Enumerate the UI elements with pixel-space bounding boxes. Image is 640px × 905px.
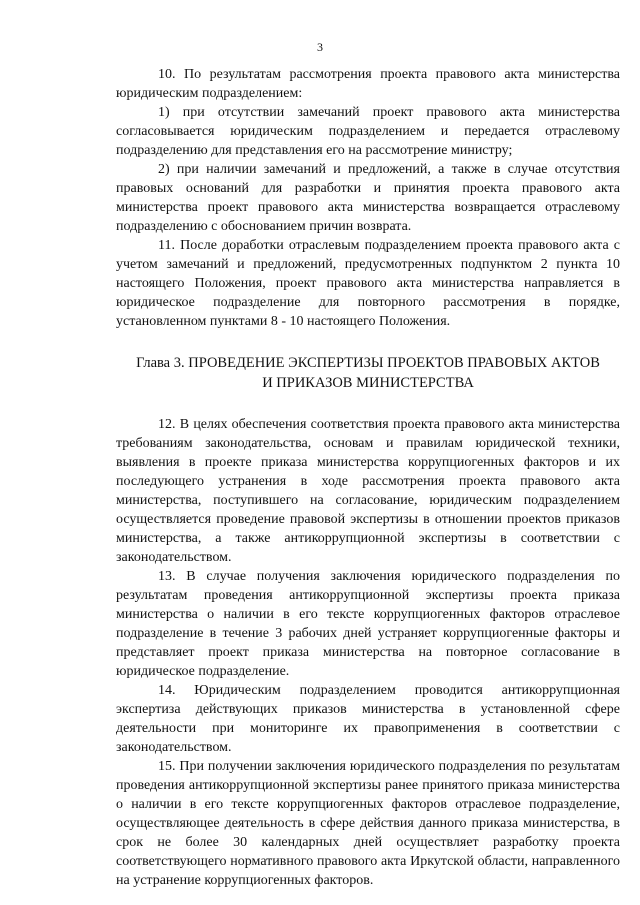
chapter-title-line-1: Глава 3. ПРОВЕДЕНИЕ ЭКСПЕРТИЗЫ ПРОЕКТОВ ПРАВОВЫХ АКТОВ <box>136 355 600 371</box>
paragraph-10-1: 1) при отсутствии замечаний проект правового акта министерства согласовывается юридическим подразделением и передается отраслевому подразделению для представления его на рассмотрение министру; <box>116 105 620 158</box>
paragraph-15: 15. При получении заключения юридического подразделения по результатам проведения антикоррупционной экспертизы ранее принятого приказа министерства о наличии в его тексте коррупциогенных факторов отраслевое подразделение, осуществляющее деятельность в сфере действия данного приказа министерства, в срок не более 30 календарных дней осуществляет разработку проекта соответствующего нормативного правового акта Иркутской области, направленного на устранение коррупциогенных факторов. <box>116 759 620 888</box>
paragraph-11: 11. После доработки отраслевым подразделением проекта правового акта с учетом замечаний и предложений, предусмотренных подпунктом 2 пункта 10 настоящего Положения, проект правового акта министерства направляется в юридическое подразделение для повторного рассмотрения в порядке, установленном пунктами 8 - 10 настоящего Положения. <box>116 238 620 329</box>
chapter-heading <box>116 353 620 393</box>
paragraph-10: 10. По результатам рассмотрения проекта правового акта министерства юридическим подразделением: <box>116 67 620 101</box>
paragraph-12: 12. В целях обеспечения соответствия проекта правового акта министерства требованиям законодательства, основам и правилам юридической техники, выявления в проекте приказа министерства коррупциогенных факторов и их последующего устранения в ходе рассмотрения проекта правового акта министерства, поступившего на согласование, юридическим подразделением осуществляется проведение правовой экспертизы в отношении проектов приказов министерства, а также антикоррупционной экспертизы в соответствии с законодательством. <box>116 417 620 565</box>
chapter-title-line-2: И ПРИКАЗОВ МИНИСТЕРСТВА <box>262 375 474 391</box>
paragraph-10-2: 2) при наличии замечаний и предложений, а также в случае отсутствия правовых оснований для разработки и принятия проекта правового акта министерства проект правового акта министерства возвращается отраслевому подразделению с обоснованием причин возврата. <box>116 162 620 234</box>
paragraph-13: 13. В случае получения заключения юридического подразделения по результатам проведения антикоррупционной экспертизы проекта приказа министерства о наличии в его тексте коррупциогенных факторов отраслевое подразделение в течение 3 рабочих дней устраняет коррупциогенные факторы и представляет проект приказа министерства на повторное согласование в юридическое подразделение. <box>116 569 620 679</box>
document-body <box>116 65 620 890</box>
page-number: 3 <box>317 40 323 54</box>
paragraph-14: 14. Юридическим подразделением проводится антикоррупционная экспертиза действующих приказов министерства в установленной сфере деятельности при мониторинге их правоприменения в соответствии с законодательством. <box>116 683 620 755</box>
